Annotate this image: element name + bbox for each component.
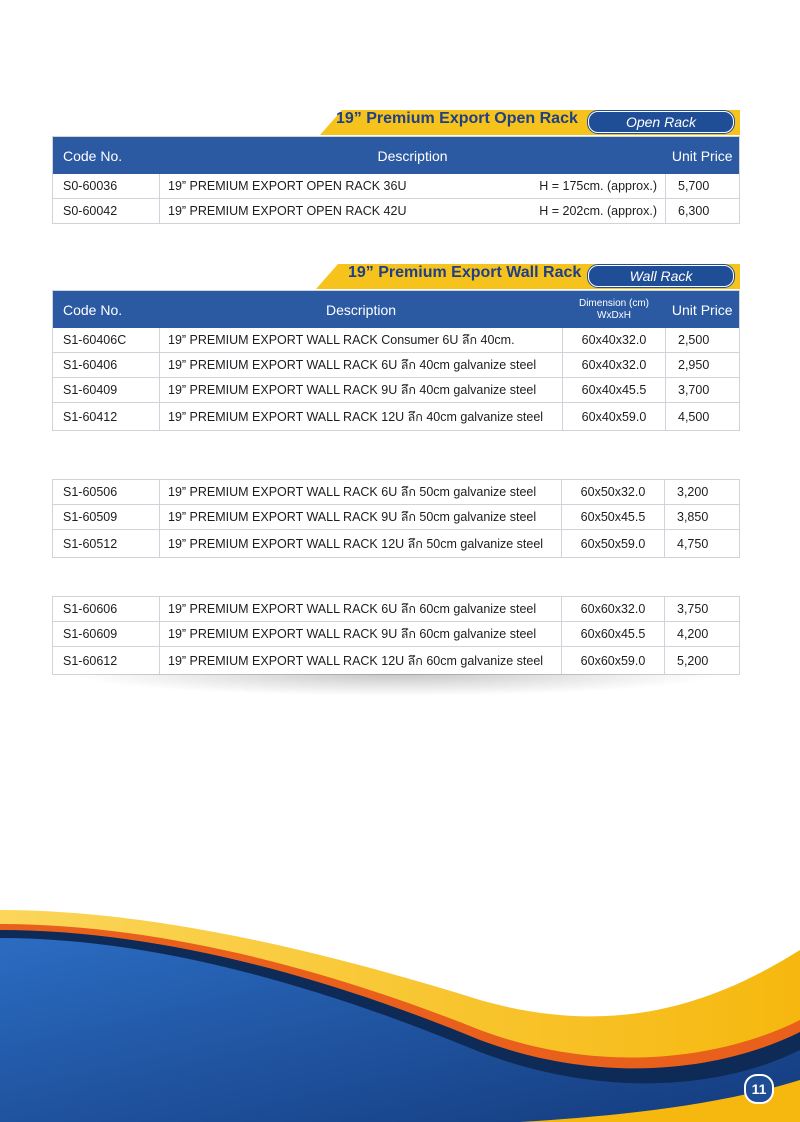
description-cell: 19” PREMIUM EXPORT WALL RACK 6U ลึก 40cm galvanize steel bbox=[160, 353, 563, 378]
table-row bbox=[53, 353, 740, 378]
dimension-cell: 60x50x45.5 bbox=[562, 505, 665, 530]
wall-rack-title: 19” Premium Export Wall Rack bbox=[348, 264, 582, 281]
dimension-header-sub: WxDxH bbox=[597, 309, 631, 321]
table-row bbox=[53, 622, 740, 647]
table-row bbox=[53, 378, 740, 403]
dimension-cell: 60x50x59.0 bbox=[562, 530, 665, 558]
dimension-cell: 60x40x32.0 bbox=[563, 353, 666, 378]
price-cell: 5,200 bbox=[665, 647, 740, 675]
height-text: H = 202cm. (approx.) bbox=[539, 204, 657, 218]
page-number: 11 bbox=[744, 1074, 774, 1104]
price-cell: 5,700 bbox=[666, 174, 740, 199]
table-row bbox=[53, 199, 740, 224]
description-cell: 19” PREMIUM EXPORT WALL RACK 12U ลึก 50cm galvanize steel bbox=[160, 530, 562, 558]
description-cell: 19” PREMIUM EXPORT WALL RACK Consumer 6U ลึก 40cm. bbox=[160, 328, 563, 353]
footer-wave-decoration bbox=[0, 880, 800, 1122]
dimension-cell: 60x40x32.0 bbox=[563, 328, 666, 353]
table-row bbox=[53, 403, 740, 431]
price-cell: 4,200 bbox=[665, 622, 740, 647]
description-text: 19” PREMIUM EXPORT OPEN RACK 42U bbox=[168, 204, 407, 218]
price-cell: 6,300 bbox=[666, 199, 740, 224]
wall-rack-table-50 bbox=[52, 479, 740, 558]
wall-rack-table-40 bbox=[52, 290, 740, 431]
price-cell: 3,700 bbox=[666, 378, 740, 403]
dimension-cell: 60x60x45.5 bbox=[562, 622, 665, 647]
table-row bbox=[53, 174, 740, 199]
code-cell: S1-60612 bbox=[53, 647, 160, 675]
table-header bbox=[53, 291, 740, 329]
code-cell: S1-60509 bbox=[53, 505, 160, 530]
price-cell: 2,500 bbox=[666, 328, 740, 353]
description-cell: 19” PREMIUM EXPORT WALL RACK 12U ลึก 60cm galvanize steel bbox=[160, 647, 562, 675]
table-row bbox=[53, 530, 740, 558]
open-rack-banner bbox=[52, 107, 740, 135]
description-cell: 19” PREMIUM EXPORT WALL RACK 9U ลึก 50cm galvanize steel bbox=[160, 505, 562, 530]
table-row bbox=[53, 328, 740, 353]
code-cell: S1-60406C bbox=[53, 328, 160, 353]
height-text: H = 175cm. (approx.) bbox=[539, 179, 657, 193]
dimension-cell: 60x60x59.0 bbox=[562, 647, 665, 675]
price-cell: 3,200 bbox=[665, 480, 740, 505]
wall-rack-tag: Wall Rack bbox=[588, 265, 734, 287]
code-cell: S1-60406 bbox=[53, 353, 160, 378]
code-cell: S1-60606 bbox=[53, 597, 160, 622]
price-header: Unit Price bbox=[666, 291, 740, 329]
code-cell: S0-60036 bbox=[53, 174, 160, 199]
dimension-header-label: Dimension (cm) bbox=[578, 297, 649, 309]
dimension-cell: 60x40x45.5 bbox=[563, 378, 666, 403]
description-header: Description bbox=[160, 291, 563, 329]
price-cell: 4,750 bbox=[665, 530, 740, 558]
description-header: Description bbox=[160, 137, 666, 175]
price-cell: 4,500 bbox=[666, 403, 740, 431]
code-cell: S0-60042 bbox=[53, 199, 160, 224]
price-cell: 3,750 bbox=[665, 597, 740, 622]
table-drop-shadow bbox=[70, 674, 722, 696]
description-cell: 19” PREMIUM EXPORT WALL RACK 9U ลึก 60cm galvanize steel bbox=[160, 622, 562, 647]
description-cell bbox=[160, 199, 666, 224]
price-cell: 3,850 bbox=[665, 505, 740, 530]
table-row bbox=[53, 647, 740, 675]
code-cell: S1-60506 bbox=[53, 480, 160, 505]
dimension-cell: 60x40x59.0 bbox=[563, 403, 666, 431]
description-cell bbox=[160, 174, 666, 199]
code-cell: S1-60609 bbox=[53, 622, 160, 647]
code-cell: S1-60512 bbox=[53, 530, 160, 558]
dimension-header bbox=[563, 291, 666, 329]
dimension-cell: 60x50x32.0 bbox=[562, 480, 665, 505]
price-header: Unit Price bbox=[666, 137, 740, 175]
dimension-cell: 60x60x32.0 bbox=[562, 597, 665, 622]
code-cell: S1-60412 bbox=[53, 403, 160, 431]
wall-rack-table-60 bbox=[52, 596, 740, 675]
open-rack-tag: Open Rack bbox=[588, 111, 734, 133]
open-rack-title: 19” Premium Export Open Rack bbox=[336, 110, 578, 127]
description-text: 19” PREMIUM EXPORT OPEN RACK 36U bbox=[168, 179, 407, 193]
code-cell: S1-60409 bbox=[53, 378, 160, 403]
table-row bbox=[53, 480, 740, 505]
wall-rack-banner bbox=[52, 261, 740, 289]
table-row bbox=[53, 597, 740, 622]
description-cell: 19” PREMIUM EXPORT WALL RACK 12U ลึก 40cm galvanize steel bbox=[160, 403, 563, 431]
table-header bbox=[53, 137, 740, 175]
code-header: Code No. bbox=[53, 137, 160, 175]
open-rack-table bbox=[52, 136, 740, 224]
description-cell: 19” PREMIUM EXPORT WALL RACK 9U ลึก 40cm galvanize steel bbox=[160, 378, 563, 403]
description-cell: 19” PREMIUM EXPORT WALL RACK 6U ลึก 50cm galvanize steel bbox=[160, 480, 562, 505]
description-cell: 19” PREMIUM EXPORT WALL RACK 6U ลึก 60cm galvanize steel bbox=[160, 597, 562, 622]
table-row bbox=[53, 505, 740, 530]
code-header: Code No. bbox=[53, 291, 160, 329]
price-cell: 2,950 bbox=[666, 353, 740, 378]
